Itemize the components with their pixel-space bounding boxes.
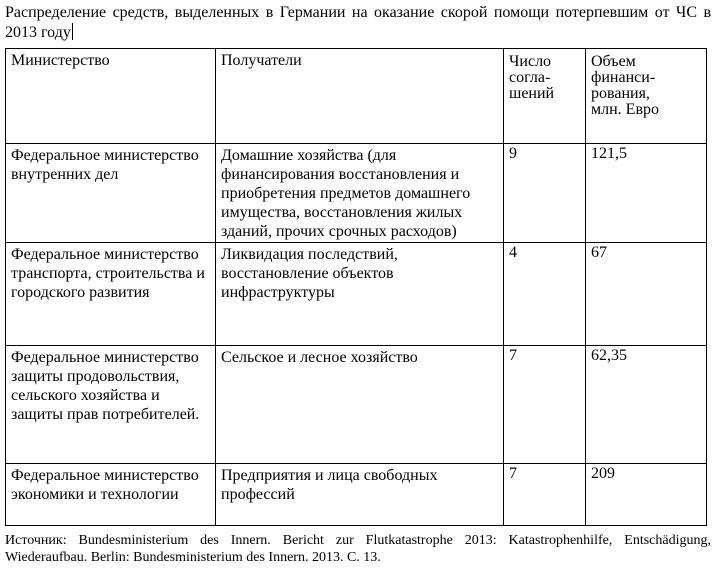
cell-ministry: Федеральное министерство внутренних дел <box>6 144 216 243</box>
cell-ministry: Федеральное министерство транспорта, строительства и городского развития <box>6 243 216 346</box>
cell-funding: 209 <box>586 464 707 526</box>
table-header-row <box>6 49 707 144</box>
text-cursor <box>72 23 73 40</box>
cell-ministry: Федеральное министерство экономики и технологии <box>6 464 216 526</box>
header-funding: Объем финанси- рования, млн. Евро <box>586 49 707 144</box>
table-row <box>6 144 707 243</box>
table-caption <box>5 3 711 43</box>
cell-ministry: Федеральное министерство защиты продовольствия, сельского хозяйства и защиты прав потребителей. <box>6 346 216 464</box>
cell-recipients: Предприятия и лица свободных профессий <box>216 464 504 526</box>
cell-funding: 62,35 <box>586 346 707 464</box>
cell-agreements: 7 <box>504 464 586 526</box>
cell-agreements: 9 <box>504 144 586 243</box>
cell-recipients: Сельское и лесное хозяйство <box>216 346 504 464</box>
header-recipients: Получатели <box>216 49 504 144</box>
funds-distribution-table <box>5 48 707 526</box>
caption-text: Распределение средств, выделенных в Германии на оказание скорой помощи потерпевшим от ЧС в 2013 году <box>5 4 711 41</box>
cell-recipients: Ликвидация последствий, восстановление объектов инфраструктуры <box>216 243 504 346</box>
header-ministry: Министерство <box>6 49 216 144</box>
cell-recipients: Домашние хозяйства (для финансирования восстановления и приобретения предметов домашнего имущества, восстановления жилых зданий, прочих срочных расходов) <box>216 144 504 243</box>
table-row <box>6 464 707 526</box>
source-note: Источник: Bundesministerium des Innern. Bericht zur Flutkatastrophe 2013: Katastrophenhilfe, Entschädigung, Wiederaufbau. Berlin: Bundesministerium des Innern. 2013. С. 13. <box>5 533 711 565</box>
table-row <box>6 346 707 464</box>
table-row <box>6 243 707 346</box>
cell-funding: 67 <box>586 243 707 346</box>
cell-agreements: 7 <box>504 346 586 464</box>
cell-agreements: 4 <box>504 243 586 346</box>
header-agreements: Число согла- шений <box>504 49 586 144</box>
cell-funding: 121,5 <box>586 144 707 243</box>
